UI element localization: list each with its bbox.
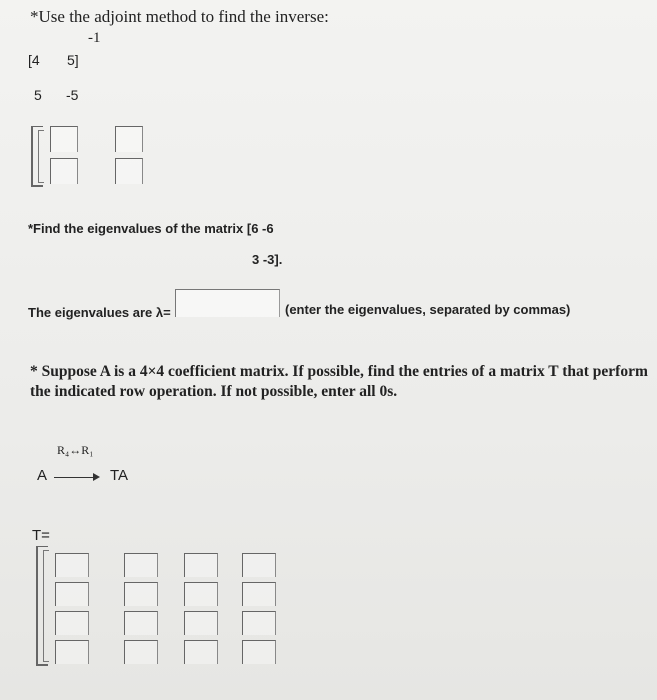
t-matrix-inner-bracket: [43, 550, 49, 662]
row-operation-label: R₄↔R₁: [57, 443, 94, 457]
t-cell-r1c2[interactable]: [124, 553, 158, 577]
q1-inverse-exponent: -1: [88, 30, 101, 46]
q1-matrix-entry-r1c1: [4: [28, 52, 40, 68]
q2-answer-hint: (enter the eigenvalues, separated by commas): [285, 302, 571, 317]
matrix-ta-label: TA: [110, 467, 129, 484]
q2-matrix-row2: 3 -3].: [252, 252, 283, 267]
q1-matrix-inner-bracket: [38, 130, 44, 183]
q2-matrix-entry-r1c2: -6: [262, 221, 274, 236]
q1-matrix-entry-r1c2: 5]: [67, 52, 79, 68]
q1-matrix-entry-r2c2: -5: [66, 87, 79, 103]
t-cell-r1c4[interactable]: [242, 553, 276, 577]
q3-prompt-line2: the indicated row operation. If not possible, enter all 0s.: [30, 383, 398, 400]
matrix-t-label: T=: [32, 527, 50, 544]
eigenvalues-input[interactable]: [175, 289, 280, 317]
t-cell-r4c1[interactable]: [55, 640, 89, 664]
q1-answer-cell-r1c2[interactable]: [115, 126, 143, 152]
t-cell-r1c3[interactable]: [184, 553, 218, 577]
q1-answer-cell-r1c1[interactable]: [50, 126, 78, 152]
q1-prompt: *Use the adjoint method to find the inverse:: [30, 7, 329, 26]
q2-prompt: *Find the eigenvalues of the matrix [6: [28, 221, 259, 236]
q3-prompt-line1: * Suppose A is a 4×4 coefficient matrix. If possible, find the entries of a matrix T that perform: [30, 363, 648, 380]
q1-answer-cell-r2c2[interactable]: [115, 158, 143, 184]
t-cell-r4c4[interactable]: [242, 640, 276, 664]
t-cell-r2c3[interactable]: [184, 582, 218, 606]
t-cell-r4c3[interactable]: [184, 640, 218, 664]
t-cell-r3c4[interactable]: [242, 611, 276, 635]
t-cell-r4c2[interactable]: [124, 640, 158, 664]
t-cell-r2c4[interactable]: [242, 582, 276, 606]
t-cell-r3c2[interactable]: [124, 611, 158, 635]
row-operation-arrow: [54, 477, 98, 478]
t-cell-r3c1[interactable]: [55, 611, 89, 635]
t-cell-r1c1[interactable]: [55, 553, 89, 577]
q1-answer-cell-r2c1[interactable]: [50, 158, 78, 184]
matrix-a-label: A: [37, 467, 48, 484]
t-cell-r3c3[interactable]: [184, 611, 218, 635]
t-cell-r2c1[interactable]: [55, 582, 89, 606]
t-cell-r2c2[interactable]: [124, 582, 158, 606]
q1-matrix-entry-r2c1: 5: [34, 87, 42, 103]
q2-answer-label: The eigenvalues are λ=: [28, 305, 171, 320]
